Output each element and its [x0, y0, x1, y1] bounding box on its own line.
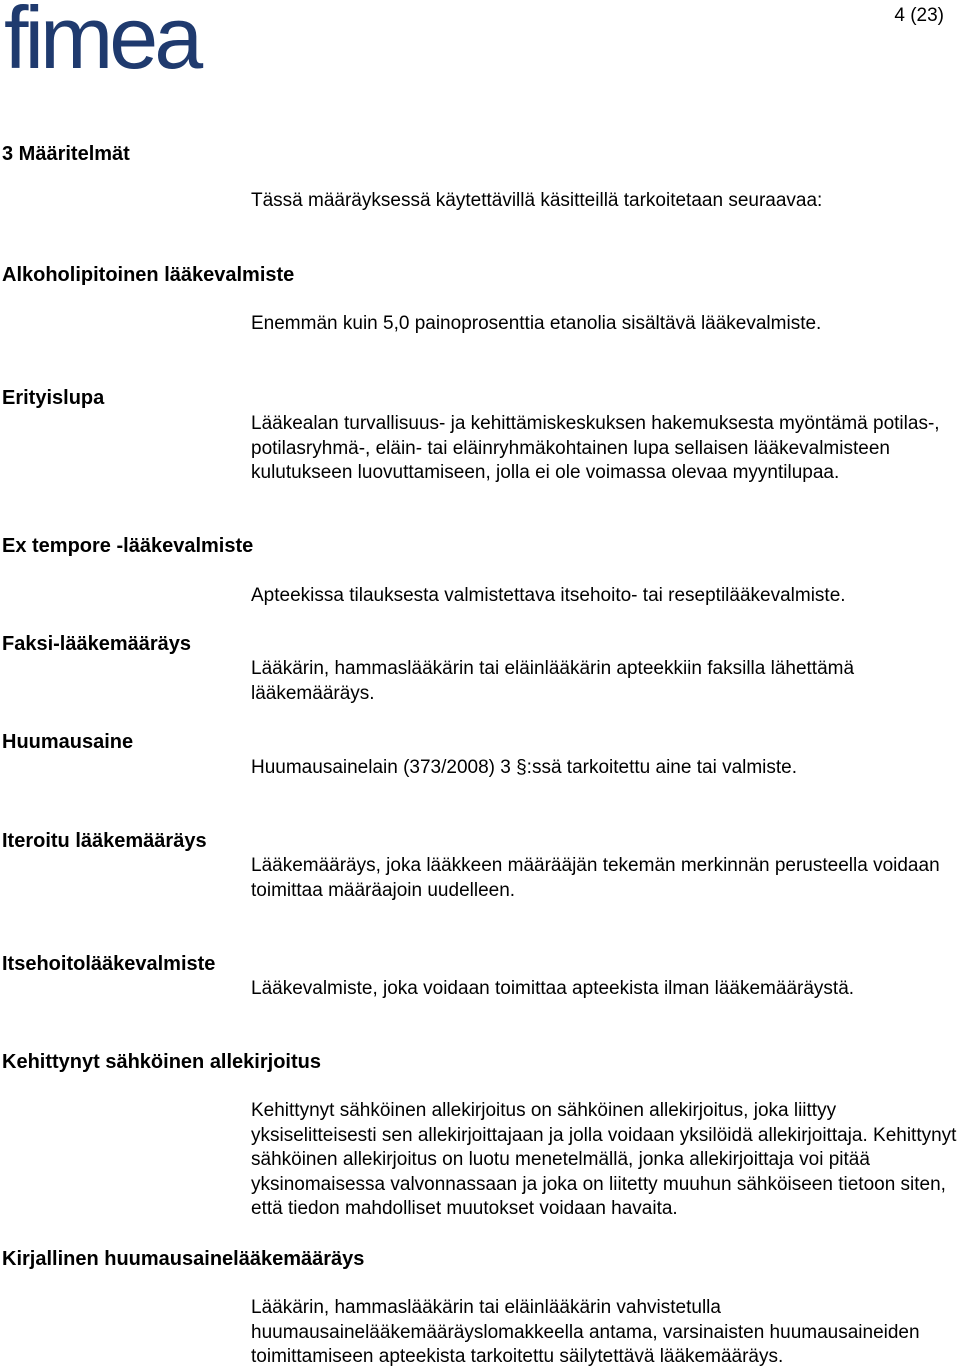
- term-itsehoito: Itsehoitolääkevalmiste: [2, 953, 216, 975]
- definition-ex-tempore: Apteekissa tilauksesta valmistettava itsehoito- tai reseptilääkevalmiste.: [251, 585, 846, 606]
- term-ex-tempore: Ex tempore -lääkevalmiste: [2, 535, 254, 557]
- term-kirjallinen: Kirjallinen huumausainelääkemääräys: [2, 1248, 365, 1270]
- section-heading: 3 Määritelmät: [2, 143, 130, 165]
- logo-wordmark: fimea: [4, 2, 200, 72]
- term-huumausaine: Huumausaine: [2, 731, 134, 753]
- term-alkoholipitoinen: Alkoholipitoinen lääkevalmiste: [2, 264, 295, 286]
- definition-erityislupa: Lääkealan turvallisuus- ja kehittämiskeskuksen hakemuksesta myöntämä potilas-, potilasryhmä-, eläin- tai eläinryhmäkohtainen lupa sellaisen lääkevalmisteen kulutukseen luovuttamiseen, jolla ei ole voimassa olevaa myyntilupaa.: [251, 413, 940, 483]
- page-number: 4 (23): [894, 5, 944, 26]
- term-erityislupa: Erityislupa: [2, 387, 105, 409]
- section-intro: Tässä määräyksessä käytettävillä käsitteillä tarkoitetaan seuraavaa:: [251, 190, 823, 211]
- definition-alkoholipitoinen: Enemmän kuin 5,0 painoprosenttia etanolia sisältävä lääkevalmiste.: [251, 313, 822, 334]
- definition-itsehoito: Lääkevalmiste, joka voidaan toimittaa apteekista ilman lääkemääräystä.: [251, 978, 855, 999]
- term-iteroitu: Iteroitu lääkemääräys: [2, 830, 207, 852]
- fimea-logo-icon: [4, 2, 210, 72]
- definition-kirjallinen: Lääkärin, hammaslääkärin tai eläinlääkärin vahvistetulla huumausainelääkemääräyslomakkeella antama, varsinaisten huumausaineiden toimittamiseen apteekista tarkoitettu säilytettävä lääkemääräys.: [251, 1297, 920, 1367]
- definition-huumausaine: Huumausainelain (373/2008) 3 §:ssä tarkoitettu aine tai valmiste.: [251, 757, 798, 778]
- definition-kehittynyt: Kehittynyt sähköinen allekirjoitus on sähköinen allekirjoitus, joka liittyy yksiselitteisesti sen allekirjoittajaan ja jolla voidaan yksilöidä allekirjoittaja. Kehittynyt sähköinen allekirjoitus on luotu menetelmällä, jonka allekirjoittaja voi pitää yksinomaisessa valvonnassaan ja joka on liitetty muuhun sähköiseen tietoon siten, että tiedon mahdolliset muutokset voidaan havaita.: [251, 1100, 957, 1219]
- definition-iteroitu: Lääkemääräys, joka lääkkeen määrääjän tekemän merkinnän perusteella voidaan toimittaa määräajoin uudelleen.: [251, 855, 940, 901]
- fimea-logo: [4, 2, 210, 77]
- definition-faksi: Lääkärin, hammaslääkärin tai eläinlääkärin apteekkiin faksilla lähettämä lääkemääräys.: [251, 658, 855, 704]
- term-faksi: Faksi-lääkemääräys: [2, 633, 192, 655]
- term-kehittynyt: Kehittynyt sähköinen allekirjoitus: [2, 1051, 321, 1073]
